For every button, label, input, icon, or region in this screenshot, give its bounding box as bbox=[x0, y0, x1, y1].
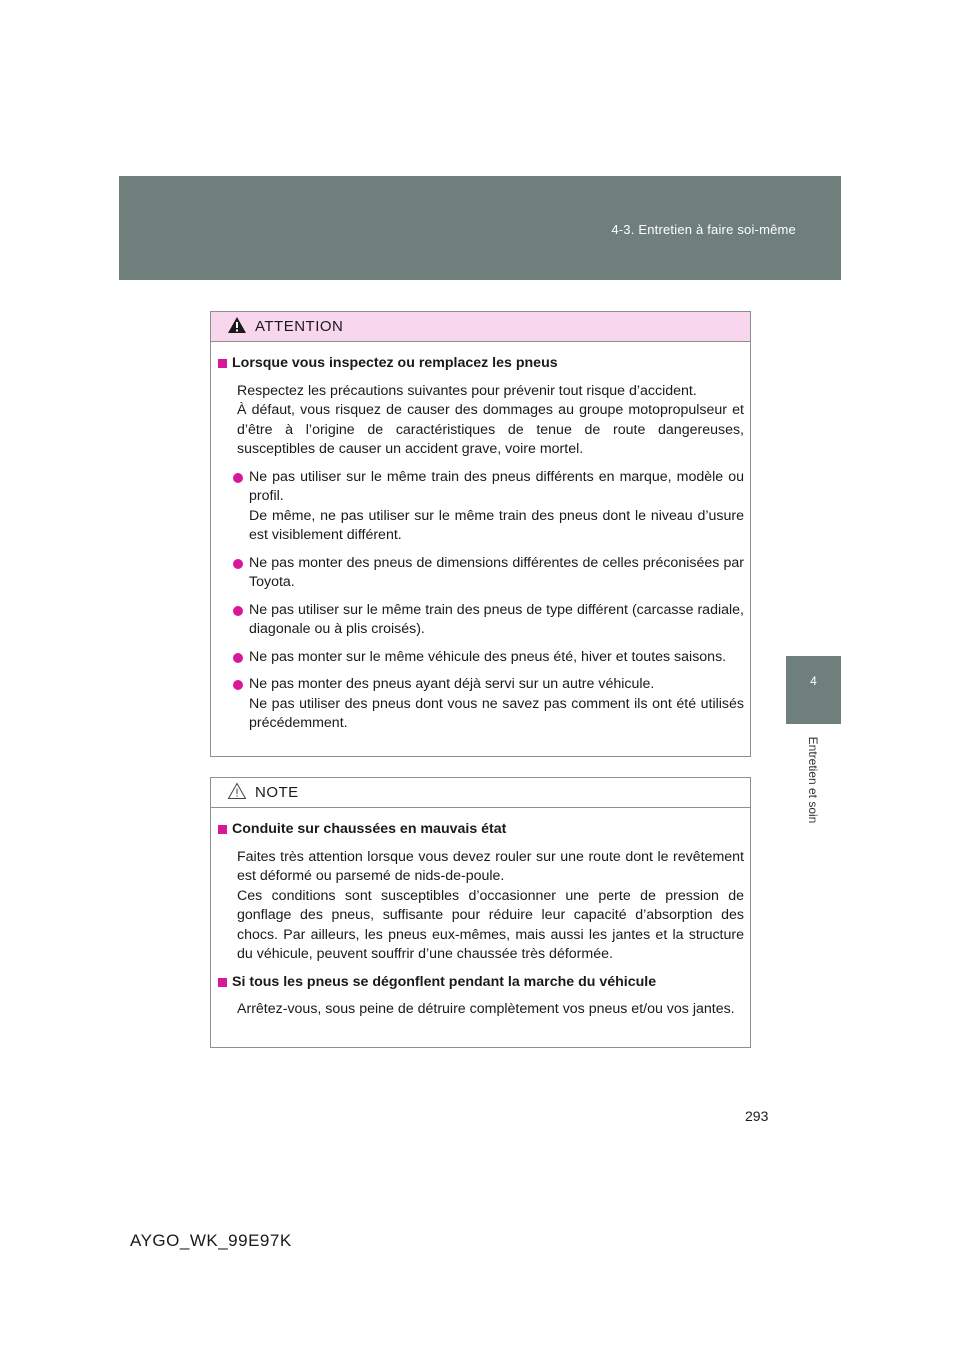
caution-icon bbox=[227, 782, 247, 804]
chapter-number: 4 bbox=[810, 674, 817, 688]
note-heading-text: Conduite sur chaussées en mauvais état bbox=[232, 821, 507, 837]
note-body bbox=[211, 808, 750, 1020]
dot-bullet-icon bbox=[233, 606, 243, 616]
warning-icon bbox=[227, 316, 247, 338]
list-item-text: Ne pas utiliser sur le même train des pneus différents en marque, modèle ou profil. bbox=[249, 468, 744, 504]
document-code: AYGO_WK_99E97K bbox=[130, 1231, 292, 1250]
list-item-subtext: De même, ne pas utiliser sur le même train des pneus dont le niveau d’usure est visiblement différent. bbox=[249, 507, 744, 543]
list-item bbox=[218, 468, 744, 546]
list-item bbox=[218, 601, 744, 640]
note-para: Arrêtez-vous, sous peine de détruire complètement vos pneus et/ou vos jantes. bbox=[237, 1001, 735, 1017]
note-box bbox=[210, 777, 751, 1048]
attention-heading bbox=[218, 354, 744, 374]
square-bullet-icon bbox=[218, 978, 227, 987]
chapter-label: Entretien et soin bbox=[806, 736, 820, 824]
chapter-tab bbox=[786, 656, 841, 724]
attention-heading-text: Lorsque vous inspectez ou remplacez les pneus bbox=[232, 355, 558, 371]
header-band bbox=[119, 176, 841, 280]
dot-bullet-icon bbox=[233, 680, 243, 690]
list-item-subtext: Ne pas utiliser des pneus dont vous ne savez pas comment ils ont été utilisés précédemment. bbox=[249, 695, 744, 731]
note-header bbox=[211, 778, 750, 808]
list-item bbox=[218, 648, 744, 668]
note-para: Faites très attention lorsque vous devez rouler sur une route dont le revêtement est déformé ou parsemé de nids-de-poule. bbox=[237, 848, 744, 884]
dot-bullet-icon bbox=[233, 559, 243, 569]
square-bullet-icon bbox=[218, 359, 227, 368]
dot-bullet-icon bbox=[233, 473, 243, 483]
note-heading-2 bbox=[218, 973, 744, 993]
square-bullet-icon bbox=[218, 825, 227, 834]
list-item-text: Ne pas monter des pneus ayant déjà servi sur un autre véhicule. bbox=[249, 676, 655, 692]
section-title: 4-3. Entretien à faire soi-même bbox=[611, 222, 796, 237]
attention-para2: À défaut, vous risquez de causer des dommages au groupe motopropulseur et d’être à l’origine de caractéristiques de tenue de route dangereuses, susceptibles de causer un accident grave, voire mortel. bbox=[237, 402, 744, 457]
attention-title: ATTENTION bbox=[255, 318, 344, 335]
dot-bullet-icon bbox=[233, 653, 243, 663]
attention-para1: Respectez les précautions suivantes pour prévenir tout risque d’accident. bbox=[237, 382, 697, 399]
list-item bbox=[218, 675, 744, 734]
attention-body bbox=[211, 342, 750, 734]
page-number: 293 bbox=[745, 1108, 769, 1124]
note-heading-text: Si tous les pneus se dégonflent pendant la marche du véhicule bbox=[232, 973, 657, 990]
note-heading-1 bbox=[218, 820, 744, 840]
attention-box bbox=[210, 311, 751, 757]
list-item-text: Ne pas monter sur le même véhicule des pneus été, hiver et toutes saisons. bbox=[249, 648, 727, 665]
list-item-text: Ne pas monter des pneus de dimensions différentes de celles préconisées par Toyota. bbox=[249, 554, 744, 590]
list-item bbox=[218, 554, 744, 593]
note-para: Ces conditions sont susceptibles d’occasionner une perte de pression de gonflage des pneus, suffisante pour réduire leur capacité d’absorption des chocs. Par ailleurs, les pneus eux-mêmes, mais aussi les jantes et la structure du véhicule, peuvent souffrir d’une chaussée très déformée. bbox=[237, 887, 744, 962]
list-item-text: Ne pas utiliser sur le même train des pneus de type différent (carcasse radiale, diagonale ou à plis croisés). bbox=[249, 601, 744, 637]
note-title: NOTE bbox=[255, 784, 299, 801]
attention-header bbox=[211, 312, 750, 342]
